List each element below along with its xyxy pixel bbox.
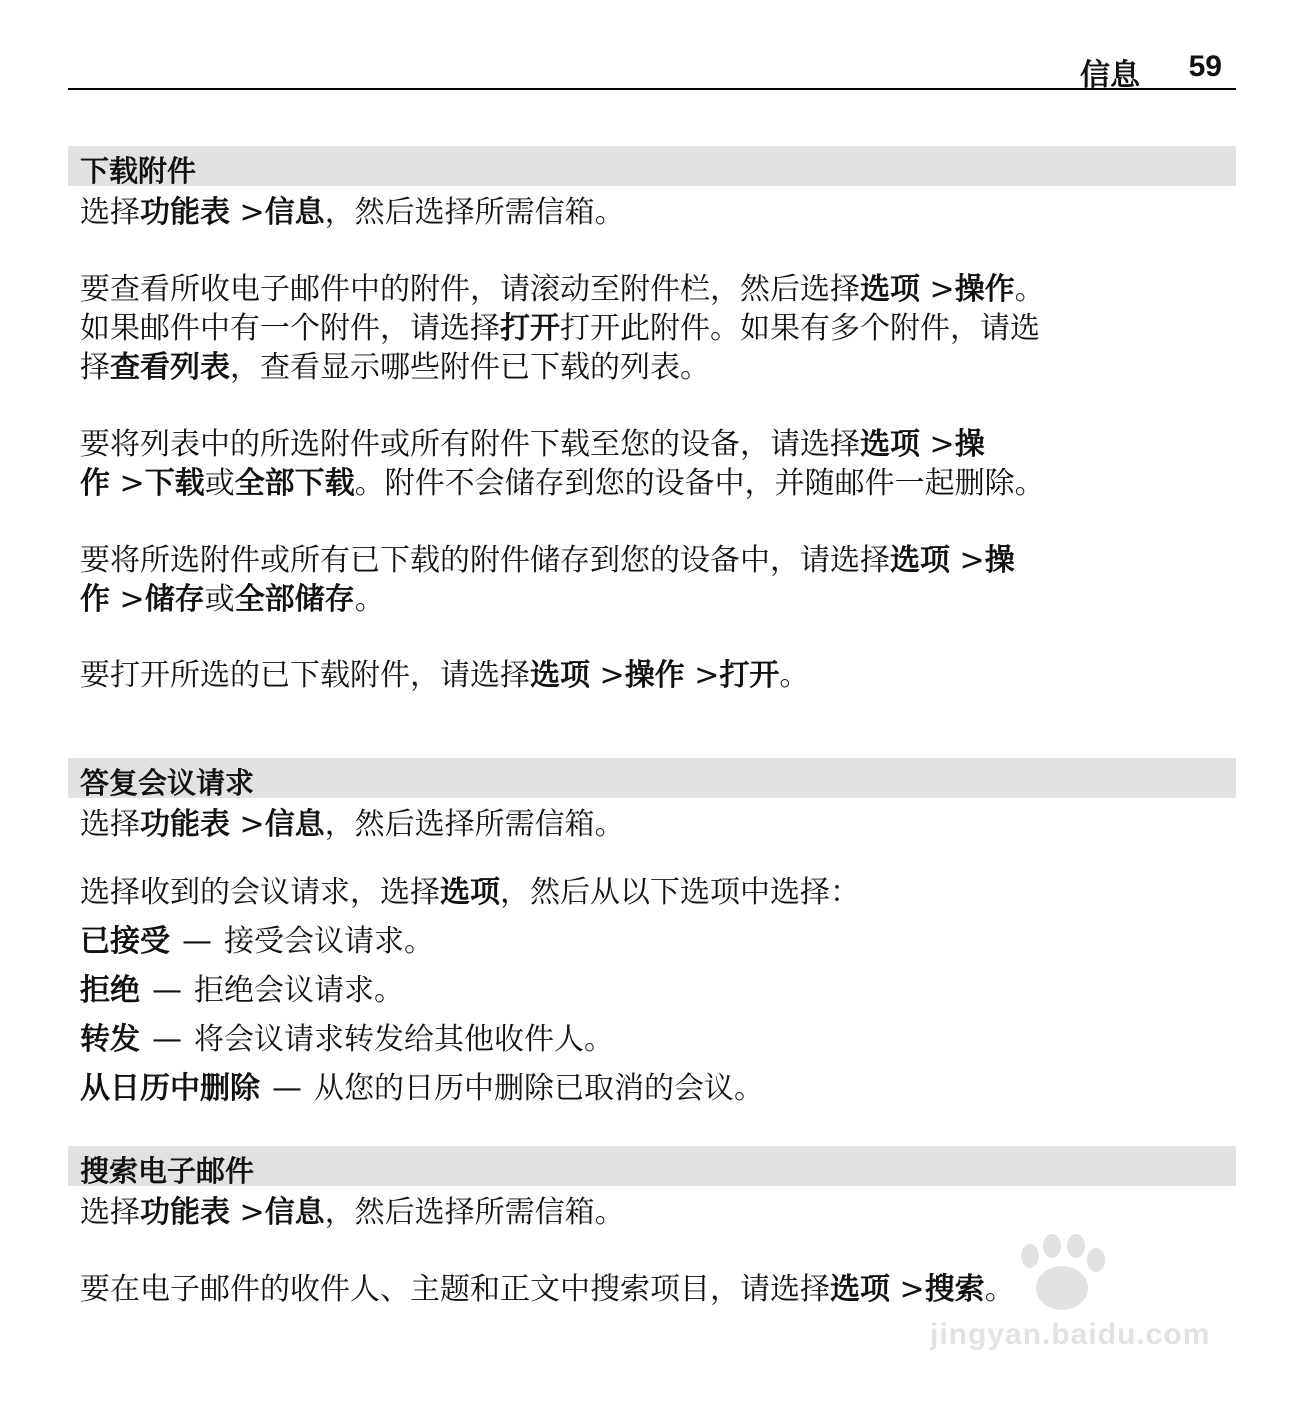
paragraph [80, 425, 1240, 464]
option-item [80, 1020, 1240, 1059]
text-run: > [890, 1272, 925, 1307]
text-run: > [110, 466, 145, 501]
menu-term: 选项 [530, 658, 590, 693]
text-run: 。 [779, 658, 810, 693]
paragraph [80, 580, 1240, 619]
section-heading-download-attachments [68, 146, 1236, 186]
paragraph [80, 270, 1240, 309]
text-run: 要将所选附件或所有已下载的附件储存到您的设备中，请选择 [80, 543, 890, 578]
menu-term: 选项 [830, 1272, 890, 1307]
text-run: > [230, 1195, 265, 1230]
em-dash: — [152, 1022, 182, 1057]
menu-term: 操作 [624, 658, 685, 693]
text-run: > [920, 272, 955, 307]
menu-term: 从日历中删除 [80, 1071, 260, 1106]
text-run: 从您的日历中删除已取消的会议。 [314, 1071, 764, 1106]
text-run: ，然后选择所需信箱。 [324, 807, 625, 842]
text-run: > [684, 658, 720, 693]
section-title: 搜索电子邮件 [80, 1154, 255, 1188]
menu-term: 已接受 [80, 924, 170, 959]
em-dash: — [182, 924, 212, 959]
text-run: 要将列表中的所选附件或所有附件下载至您的设备，请选择 [80, 427, 860, 462]
menu-term: 功能表 [140, 1195, 230, 1230]
menu-term: 选项 [890, 543, 950, 578]
text-run: 选择 [80, 807, 140, 842]
em-dash: — [272, 1071, 302, 1106]
section-heading-meeting-requests [68, 758, 1236, 798]
menu-term: 操作 [954, 272, 1015, 307]
text-run: ，然后选择所需信箱。 [324, 195, 625, 230]
menu-term: 选项 [860, 427, 920, 462]
menu-term: 功能表 [140, 807, 230, 842]
paragraph [80, 464, 1240, 503]
text-run: 如果邮件中有一个附件，请选择 [80, 311, 500, 346]
text-run: > [920, 427, 955, 462]
menu-term: 全部下载 [234, 466, 355, 501]
menu-term: 信息 [264, 1195, 325, 1230]
menu-term: 选项 [860, 272, 920, 307]
text-run: 。附件不会储存到您的设备中，并随邮件一起删除。 [354, 466, 1045, 501]
menu-term: 搜索 [924, 1272, 985, 1307]
text-run: 或 [204, 582, 235, 617]
menu-term: 作 [80, 582, 110, 617]
menu-term: 下载 [144, 466, 205, 501]
paragraph [80, 348, 1240, 387]
section-title: 下载附件 [80, 154, 197, 188]
text-run: 。 [984, 1272, 1015, 1307]
paragraph [80, 656, 1240, 695]
text-run: 要查看所收电子邮件中的附件，请滚动至附件栏，然后选择 [80, 272, 860, 307]
menu-term: 打开 [500, 311, 560, 346]
paragraph [80, 1193, 1240, 1232]
text-run: 选择 [80, 1195, 140, 1230]
text-run: 选择 [80, 195, 140, 230]
menu-term: 全部储存 [234, 582, 355, 617]
page-header [68, 44, 1236, 93]
text-run: > [230, 807, 265, 842]
text-run: > [950, 543, 985, 578]
text-run: 选择收到的会议请求，选择 [80, 875, 440, 910]
menu-term: 操 [954, 427, 985, 462]
text-run: 择 [80, 350, 110, 385]
baidu-paw-icon [990, 1230, 1140, 1320]
text-run: 将会议请求转发给其他收件人。 [194, 1022, 614, 1057]
text-run: 拒绝会议请求。 [194, 973, 404, 1008]
menu-term: 储存 [144, 582, 205, 617]
paragraph [80, 805, 1240, 844]
menu-term: 拒绝 [80, 973, 140, 1008]
text-run: > [110, 582, 145, 617]
text-run: ，然后从以下选项中选择： [500, 875, 860, 910]
text-run: 。 [1014, 272, 1045, 307]
paragraph [80, 193, 1240, 232]
page-number: 59 [1188, 50, 1222, 83]
text-run: 要打开所选的已下载附件，请选择 [80, 658, 530, 693]
text-run: 。 [354, 582, 385, 617]
section-heading-search-email [68, 1146, 1236, 1186]
text-run: ，然后选择所需信箱。 [324, 1195, 625, 1230]
section-name: 信息 [1080, 58, 1140, 93]
text-run: ，查看显示哪些附件已下载的列表。 [230, 350, 710, 385]
text-run: > [590, 658, 625, 693]
menu-term: 转发 [80, 1022, 140, 1057]
menu-term: 功能表 [140, 195, 230, 230]
option-item [80, 971, 1240, 1010]
paragraph [80, 541, 1240, 580]
menu-term: 选项 [440, 875, 500, 910]
watermark-text: jingyan.baidu.com [930, 1318, 1211, 1351]
paragraph [80, 309, 1240, 348]
menu-term: 操 [984, 543, 1015, 578]
menu-term: 打开 [719, 658, 780, 693]
text-run: 或 [204, 466, 235, 501]
paragraph [80, 873, 1240, 912]
menu-term: 信息 [264, 807, 325, 842]
section-title: 答复会议请求 [80, 766, 255, 800]
menu-term: 查看列表 [110, 350, 230, 385]
menu-term: 作 [80, 466, 110, 501]
em-dash: — [152, 973, 182, 1008]
watermark [930, 1230, 1230, 1360]
option-item [80, 1069, 1240, 1108]
option-item [80, 922, 1240, 961]
text-run: 接受会议请求。 [224, 924, 434, 959]
text-run: > [230, 195, 265, 230]
text-run: 打开此附件。如果有多个附件，请选 [560, 311, 1040, 346]
menu-term: 信息 [264, 195, 325, 230]
text-run: 要在电子邮件的收件人、主题和正文中搜索项目，请选择 [80, 1272, 830, 1307]
